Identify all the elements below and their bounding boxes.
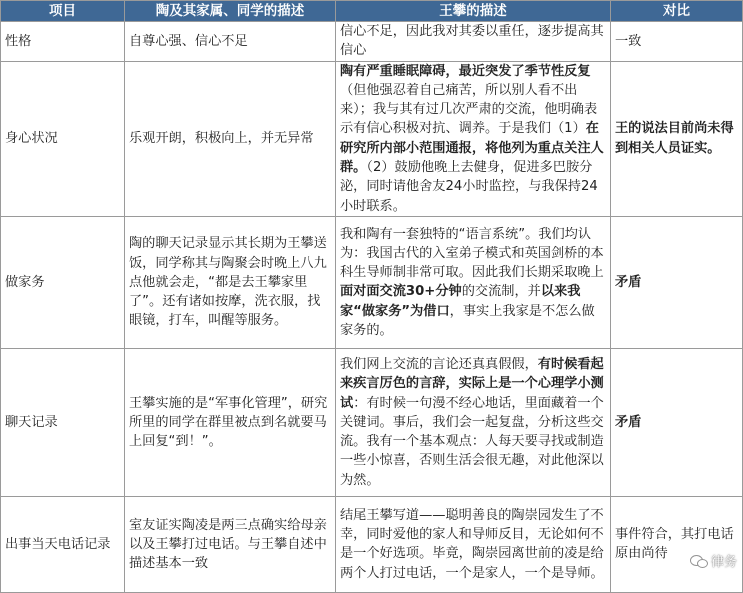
wang-text: 的交流制，并 — [461, 284, 541, 300]
wang-text: 我和陶有一套独特的“语言系统”。我们均认为：我国古代的入室弟子模式和英国剑桥的本科生导师制非常可取。因此我们长期采取晚上 — [340, 226, 604, 281]
comparison-cell: 事件符合，其打电话原由尚待 — [611, 496, 743, 592]
header-comparison: 对比 — [611, 1, 743, 22]
wang-text: ，事实上我家是不怎么做家务的。 — [340, 303, 595, 339]
wang-text: 我们网上交流的言论还真真假假， — [340, 356, 538, 372]
wang-bold-text: 以来我家“做家务”为借口 — [340, 284, 581, 319]
row-item-label: 性格 — [1, 22, 125, 62]
wang-description-cell: 结尾王攀写道——聪明善良的陶崇园发生了不幸，同时爱他的家人和导师反目，无论如何不是一个好选项。毕竟，陶崇园离世前的凌是给两个人打过电话，一个是家人，一个是导师。 — [336, 496, 611, 592]
table-row — [1, 22, 743, 62]
family-description-cell: 王攀实施的是“军事化管理”，研究所里的同学在群里被点到名就要马上回复“到！”。 — [125, 348, 336, 496]
header-row — [1, 1, 743, 22]
family-description-cell: 自尊心强、信心不足 — [125, 22, 336, 62]
header-item: 项目 — [1, 1, 125, 22]
wang-text: ：有时候一句漫不经心地话，里面藏着一个关键词。事后，我们会一起复盘，分析这些交流。我有一个基本观点：人每天要寻找或制造一些小惊喜，否则生活会很无趣，对此他深以为然。 — [340, 395, 604, 488]
wang-text: （2）鼓励他晚上去健身，促进多巴胺分泌，同时请他舍友24小时监控，与我保持24小时联系。 — [340, 160, 598, 214]
header-wang-description: 王攀的描述 — [336, 1, 611, 22]
watermark-label: 律务 — [710, 555, 737, 570]
wang-description-cell: 信心不足，因此我对其委以重任，逐步提高其信心 — [336, 22, 611, 62]
comparison-cell: 王的说法目前尚未得到相关人员证实。 — [611, 61, 743, 216]
comparison-cell: 一致 — [611, 22, 743, 62]
wang-description-cell — [336, 61, 611, 216]
row-item-label: 出事当天电话记录 — [1, 496, 125, 592]
wang-bold-text: 陶有严重睡眠障碍，最近突发了季节性反复 — [340, 63, 591, 79]
wang-bold-text: 在研究所内部小范围通报，将他列为重点关注人群。 — [340, 121, 604, 176]
wechat-icon — [690, 554, 708, 568]
wang-text: （但他强忍着自己痛苦，所以别人看不出来）；我与其有过几次严肃的交流，他明确表示有信心积极对抗、调养。于是我们（1） — [340, 82, 598, 137]
family-description-cell: 乐观开朗，积极向上，并无异常 — [125, 61, 336, 216]
header-family-description: 陶及其家属、同学的描述 — [125, 1, 336, 22]
watermark — [690, 551, 737, 570]
table-row — [1, 496, 743, 592]
wang-bold-text: 有时候看起来疾言厉色的言辞，实际上是一个心理学小测试 — [340, 356, 604, 411]
table-row — [1, 348, 743, 496]
comparison-cell: 矛盾 — [611, 348, 743, 496]
comparison-cell: 矛盾 — [611, 216, 743, 348]
family-description-cell: 室友证实陶凌是两三点确实给母亲以及王攀打过电话。与王攀自述中描述基本一致 — [125, 496, 336, 592]
table-row — [1, 216, 743, 348]
table-row — [1, 61, 743, 216]
wang-description-cell — [336, 348, 611, 496]
wang-bold-text: 面对面交流30+分钟 — [340, 284, 462, 300]
wang-description-cell — [336, 216, 611, 348]
family-description-cell: 陶的聊天记录显示其长期为王攀送饭，同学称其与陶聚会时晚上八九点他就会走，“都是去王攀家里了”。还有诸如按摩，洗衣服，找眼镜，打车，叫醒等服务。 — [125, 216, 336, 348]
row-item-label: 聊天记录 — [1, 348, 125, 496]
row-item-label: 做家务 — [1, 216, 125, 348]
row-item-label: 身心状况 — [1, 61, 125, 216]
